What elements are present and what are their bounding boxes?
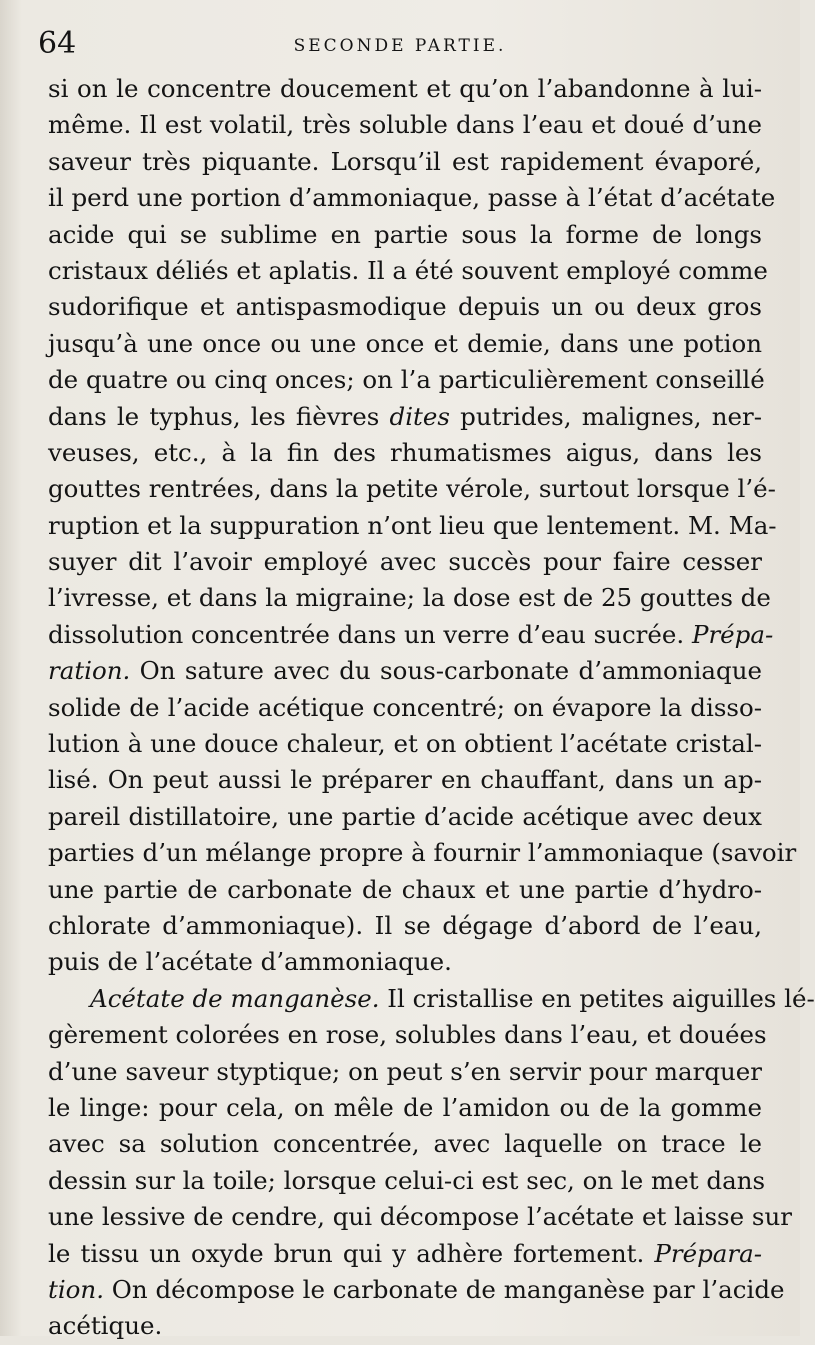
text-segment: il perd une portion d’ammoniaque, passe à l’état d’acétate: [48, 183, 776, 213]
text-line: [48, 908, 762, 944]
text-line: [48, 180, 776, 216]
text-line: [48, 544, 762, 580]
text-segment: sudorifique et antispasmodique depuis un ou deux gros: [48, 292, 762, 322]
text-line: [48, 326, 762, 362]
italic-text: Prépara-: [654, 1238, 762, 1268]
text-segment: lution à une douce chaleur, et on obtient l’acétate cristal-: [48, 729, 762, 759]
text-segment: gouttes rentrées, dans la petite vérole, surtout lorsque l’é-: [48, 474, 776, 504]
text-line: [48, 799, 762, 835]
text-line: [48, 399, 762, 435]
text-line: [48, 981, 815, 1017]
text-segment: le tissu un oxyde brun qui y adhère fortement.: [48, 1238, 655, 1268]
text-segment: chlorate d’ammoniaque). Il se dégage d’abord de l’eau,: [48, 910, 762, 940]
running-head: SECONDE PARTIE.: [293, 36, 507, 56]
text-segment: si on le concentre doucement et qu’on l’abandonne à lui-: [48, 74, 762, 103]
text-segment: Il cristallise en petites aiguilles lé-: [379, 983, 815, 1013]
text-line: [48, 362, 765, 398]
text-line: [48, 835, 797, 871]
text-line: [48, 690, 762, 726]
text-segment: gèrement colorées en rose, solubles dans l’eau, et douées: [48, 1020, 767, 1050]
text-line: [48, 217, 762, 253]
text-segment: jusqu’à une once ou une once et demie, dans une potion: [48, 328, 762, 358]
text-line: [48, 1090, 762, 1126]
text-line: [48, 1163, 766, 1199]
text-segment: putrides, malignes, ner-: [449, 401, 762, 431]
text-line: [48, 253, 768, 289]
text-line: [48, 1017, 767, 1053]
text-segment: l’ivresse, et dans la migraine; la dose est de 25 gouttes de: [48, 583, 771, 613]
text-segment: ruption et la suppuration n’ont lieu que lentement. M. Ma-: [48, 510, 777, 540]
text-segment: dissolution concentrée dans un verre d’eau sucrée.: [48, 619, 692, 649]
text-line: [48, 1308, 762, 1344]
text-line: [48, 71, 762, 107]
text-segment: lisé. On peut aussi le préparer en chauffant, dans un ap-: [48, 765, 762, 795]
italic-text: dites: [389, 401, 450, 431]
text-line: [48, 944, 762, 980]
text-line: [48, 1272, 785, 1308]
text-line: [48, 617, 774, 653]
text-line: [48, 653, 762, 689]
text-segment: veuses, etc., à la fin des rhumatismes aigus, dans les: [48, 437, 762, 467]
text-line: [48, 762, 762, 798]
text-segment: saveur très piquante. Lorsqu’il est rapidement évaporé,: [48, 146, 762, 176]
text-line: [48, 580, 771, 616]
body-text: [48, 71, 815, 1345]
text-segment: On décompose le carbonate de manganèse par l’acide: [104, 1274, 785, 1304]
text-line: [48, 1236, 762, 1272]
italic-text: Prépa-: [691, 619, 774, 649]
text-segment: acétique.: [48, 1311, 163, 1341]
page-header: [38, 24, 762, 64]
page-number: 64: [38, 26, 77, 61]
text-line: [48, 1054, 762, 1090]
text-segment: suyer dit l’avoir employé avec succès pour faire cesser: [48, 547, 762, 577]
text-line: [48, 872, 762, 908]
text-line: [48, 144, 762, 180]
text-segment: puis de l’acétate d’ammoniaque.: [48, 947, 452, 977]
italic-text: Acétate de manganèse.: [90, 983, 380, 1013]
text-line: [48, 107, 762, 143]
text-segment: dessin sur la toile; lorsque celui-ci est sec, on le met dans: [48, 1165, 766, 1195]
text-segment: une lessive de cendre, qui décompose l’acétate et laisse sur: [48, 1202, 792, 1232]
text-line: [48, 726, 762, 762]
text-line: [48, 471, 776, 507]
italic-text: tion.: [48, 1274, 104, 1304]
text-segment: On sature avec du sous-carbonate d’ammoniaque: [130, 656, 762, 686]
text-segment: parties d’un mélange propre à fournir l’ammoniaque (savoir: [48, 838, 797, 868]
text-line: [48, 435, 762, 471]
text-segment: avec sa solution concentrée, avec laquelle on trace le: [48, 1129, 762, 1159]
text-segment: dans le typhus, les fièvres: [48, 401, 390, 431]
text-segment: même. Il est volatil, très soluble dans l’eau et doué d’une: [48, 110, 762, 140]
text-segment: cristaux déliés et aplatis. Il a été souvent employé comme: [48, 255, 768, 285]
text-segment: une partie de carbonate de chaux et une partie d’hydro-: [48, 874, 762, 904]
text-line: [48, 508, 777, 544]
text-segment: solide de l’acide acétique concentré; on évapore la disso-: [48, 692, 762, 722]
text-segment: de quatre ou cinq onces; on l’a particulièrement conseillé: [48, 365, 765, 395]
italic-text: ration.: [48, 656, 131, 686]
text-line: [48, 289, 762, 325]
text-line: [48, 1199, 792, 1235]
text-segment: le linge: pour cela, on mêle de l’amidon ou de la gomme: [48, 1092, 762, 1122]
text-segment: acide qui se sublime en partie sous la forme de longs: [48, 219, 762, 249]
text-segment: d’une saveur styptique; on peut s’en servir pour marquer: [48, 1056, 762, 1086]
text-segment: pareil distillatoire, une partie d’acide acétique avec deux: [48, 801, 762, 831]
text-line: [48, 1126, 762, 1162]
